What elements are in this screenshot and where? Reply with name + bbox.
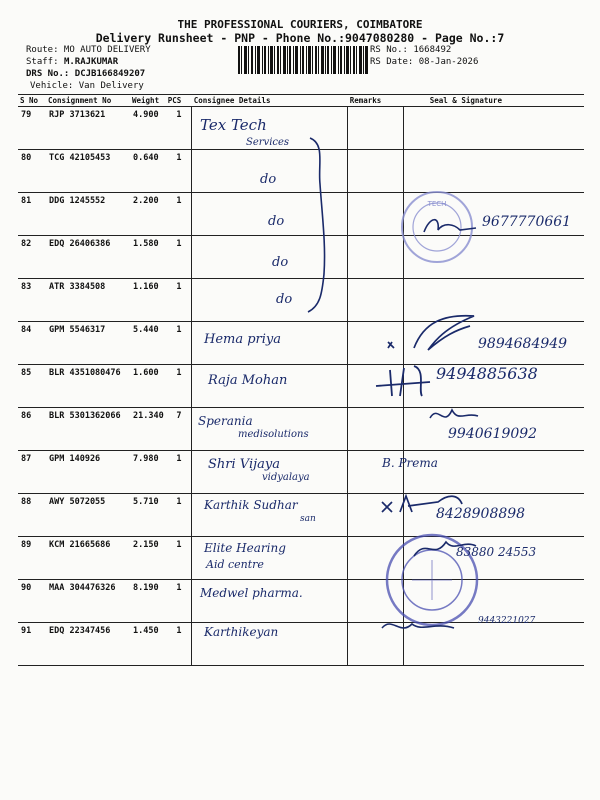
weight-cell: 1.450: [130, 623, 166, 666]
pcs-cell: 1: [166, 580, 192, 623]
col-weight: Weight: [130, 95, 166, 107]
company-name: THE PROFESSIONAL COURIERS, COIMBATORE: [177, 18, 423, 31]
weight-cell: 2.150: [130, 537, 166, 580]
col-remarks: Remarks: [348, 95, 404, 107]
hand-consignee-85: Raja Mohan: [208, 373, 288, 388]
col-consignment: Consignment No: [46, 95, 130, 107]
hand-phone-82: 9677770661: [482, 214, 572, 230]
hand-consignee-86b: medisolutions: [238, 429, 309, 440]
signature-85: [370, 360, 440, 400]
hand-consignee-86a: Sperania: [198, 414, 253, 428]
pcs-cell: 1: [166, 236, 192, 279]
hand-consignee-89a: Elite Hearing: [204, 541, 286, 555]
table-row: [18, 623, 584, 666]
sno-cell: 88: [18, 494, 46, 537]
consignment-cell: GPM 5546317: [46, 322, 130, 365]
hand-consignee-87b: vidyalaya: [262, 472, 310, 483]
pcs-cell: 7: [166, 408, 192, 451]
remarks-cell: [348, 107, 404, 150]
pcs-cell: 1: [166, 365, 192, 408]
staff-label: Staff:: [26, 57, 59, 67]
hand-phone-84: 9894684949: [478, 336, 568, 352]
pcs-cell: 1: [166, 623, 192, 666]
pcs-cell: 1: [166, 279, 192, 322]
weight-cell: 5.710: [130, 494, 166, 537]
remarks-cell: [348, 150, 404, 193]
weight-cell: 4.900: [130, 107, 166, 150]
hand-ditto-83: do: [276, 292, 293, 307]
pcs-cell: 1: [166, 193, 192, 236]
sno-cell: 83: [18, 279, 46, 322]
remarks-cell: [348, 408, 404, 451]
seal-cell: [404, 150, 584, 193]
hand-phone-86: 9940619092: [448, 426, 538, 442]
table-header-row: [18, 95, 584, 107]
consignment-cell: EDQ 26406386: [46, 236, 130, 279]
consignment-cell: ATR 3384508: [46, 279, 130, 322]
hand-phone-85: 9494885638: [436, 364, 538, 383]
pcs-cell: 1: [166, 150, 192, 193]
consignment-cell: BLR 5301362066: [46, 408, 130, 451]
sno-cell: 87: [18, 451, 46, 494]
consignment-cell: MAA 304476326: [46, 580, 130, 623]
weight-cell: 21.340: [130, 408, 166, 451]
hand-consignee-84: Hema priya: [204, 332, 282, 347]
hand-phone-88: 8428908898: [436, 506, 526, 522]
staff-line: [26, 57, 118, 67]
consignment-cell: DDG 1245552: [46, 193, 130, 236]
col-pcs: PCS: [166, 95, 192, 107]
pcs-cell: 1: [166, 322, 192, 365]
remarks-cell: [348, 236, 404, 279]
pcs-cell: 1: [166, 451, 192, 494]
sno-cell: 86: [18, 408, 46, 451]
hand-phone-91: 9443221027: [478, 616, 536, 626]
weight-cell: 2.200: [130, 193, 166, 236]
rs-number: RS No.: 1668492: [370, 45, 452, 55]
svg-text:TECH: TECH: [427, 200, 447, 208]
consignment-cell: BLR 4351080476: [46, 365, 130, 408]
pcs-cell: 1: [166, 537, 192, 580]
rs-date: RS Date: 08-Jan-2026: [370, 57, 479, 67]
sno-cell: 82: [18, 236, 46, 279]
hand-consignee-87a: Shri Vijaya: [208, 457, 280, 472]
sno-cell: 85: [18, 365, 46, 408]
col-consignee: Consignee Details: [192, 95, 348, 107]
hand-consignee-88b: san: [300, 514, 316, 524]
consignment-cell: RJP 3713621: [46, 107, 130, 150]
remarks-cell: [348, 193, 404, 236]
drs-label: DRS No.:: [26, 69, 70, 79]
sno-cell: 89: [18, 537, 46, 580]
pcs-cell: 1: [166, 107, 192, 150]
hand-ditto-82: do: [272, 255, 289, 270]
col-sno: S No: [18, 95, 46, 107]
staff-name: M.RAJKUMAR: [63, 57, 119, 67]
hand-ditto-80: do: [260, 172, 277, 187]
drs-number: DCJB166849207: [74, 69, 146, 79]
hand-consignee-90: Medwel pharma.: [200, 586, 303, 600]
sno-cell: 79: [18, 107, 46, 150]
hand-consignee-79b: Services: [246, 137, 290, 148]
consignment-cell: AWY 5072055: [46, 494, 130, 537]
hand-consignee-91: Karthikeyan: [204, 625, 279, 639]
hand-ditto-81: do: [268, 214, 285, 229]
weight-cell: 5.440: [130, 322, 166, 365]
vehicle-text: Vehicle: Van Delivery: [30, 81, 144, 91]
weight-cell: 7.980: [130, 451, 166, 494]
consignment-cell: TCG 42105453: [46, 150, 130, 193]
sno-cell: 80: [18, 150, 46, 193]
consignment-cell: GPM 140926: [46, 451, 130, 494]
pcs-cell: 1: [166, 494, 192, 537]
consignment-cell: EDQ 22347456: [46, 623, 130, 666]
hand-consignee-89b: Aid centre: [206, 558, 264, 571]
sno-cell: 81: [18, 193, 46, 236]
hand-consignee-79a: Tex Tech: [200, 116, 267, 134]
weight-cell: 1.160: [130, 279, 166, 322]
hand-phone-89: 83880 24553: [456, 545, 537, 559]
consignment-cell: KCM 21665686: [46, 537, 130, 580]
signature-91: [378, 610, 458, 638]
sno-cell: 84: [18, 322, 46, 365]
col-seal: Seal & Signature: [404, 95, 584, 107]
seal-cell: [404, 107, 584, 150]
weight-cell: 1.580: [130, 236, 166, 279]
weight-cell: 1.600: [130, 365, 166, 408]
runsheet-title: Delivery Runsheet - PNP - Phone No.:9047080280 - Page No.:7: [95, 31, 505, 45]
route-text: Route: MO AUTO DELIVERY: [26, 45, 151, 55]
signature-82: [420, 212, 480, 242]
weight-cell: 0.640: [130, 150, 166, 193]
sno-cell: 91: [18, 623, 46, 666]
bracket-stroke: [300, 134, 340, 316]
hand-sign-87: B. Prema: [382, 456, 438, 470]
drs-line: [26, 69, 145, 79]
barcode: [238, 46, 368, 74]
hand-consignee-88a: Karthik Sudhar: [204, 498, 298, 512]
sno-cell: 90: [18, 580, 46, 623]
signature-84: [384, 312, 480, 358]
weight-cell: 8.190: [130, 580, 166, 623]
